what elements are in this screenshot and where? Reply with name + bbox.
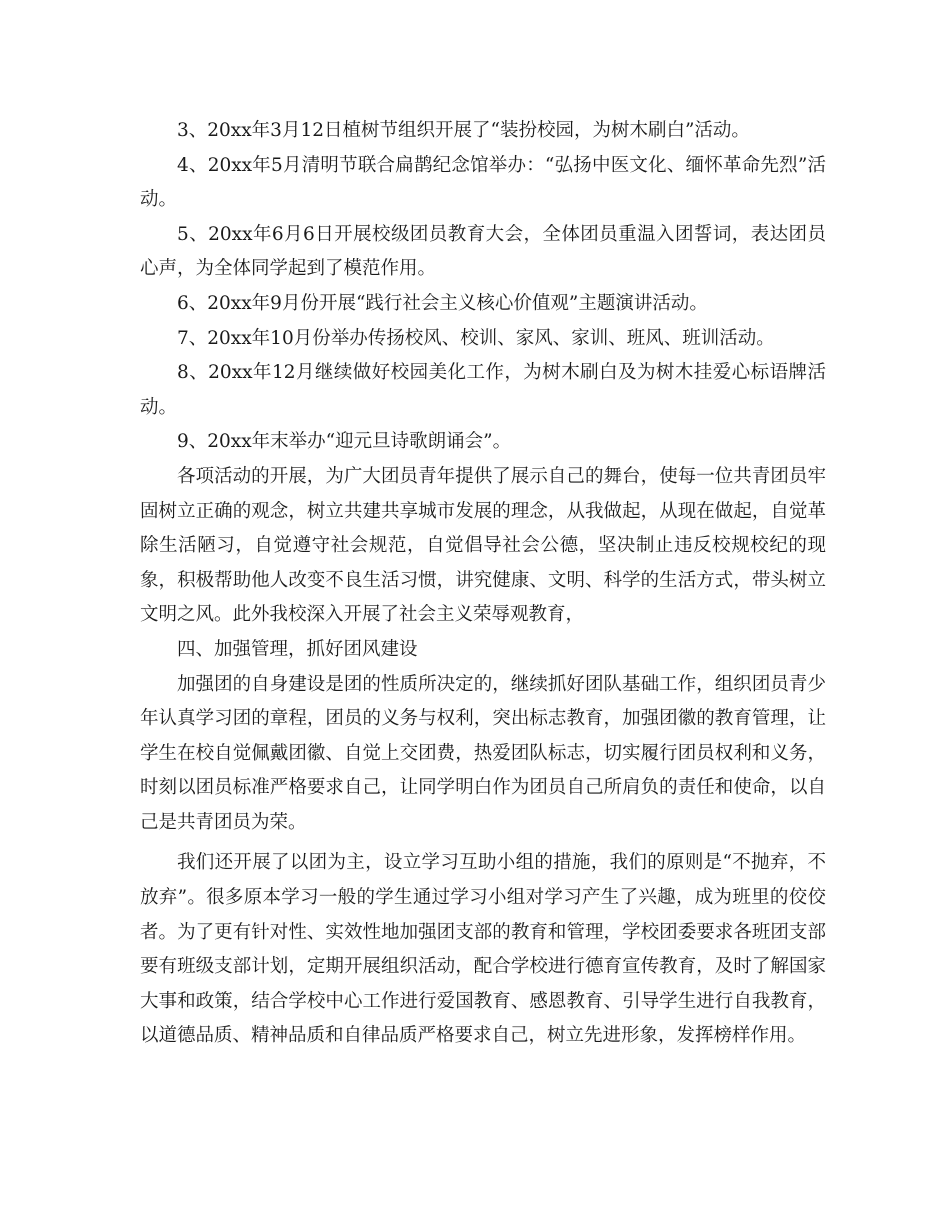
list-item-activity-4: 4、20xx年5月清明节联合扁鹊纪念馆举办：“弘扬中医文化、缅怀革命先烈”活动。 — [140, 154, 826, 211]
paragraph-activities-summary: 各项活动的开展，为广大团员青年提供了展示自己的舞台，使每一位共青团员牢固树立正确的观念，树立共建共享城市发展的理念，从我做起，从现在做起，自觉革除生活陋习，自觉遵守社会规范，自觉倡导社会公德，坚决制止违反校规校纪的现象，积极帮助他人改变不良生活习惯，讲究健康、文明、科学的生活方式，带头树立文明之风。此外我校深入开展了社会主义荣辱观教育， — [140, 465, 826, 626]
list-item-activity-5: 5、20xx年6月6日开展校级团员教育大会，全体团员重温入团誓词，表达团员心声，为全体同学起到了模范作用。 — [140, 223, 826, 280]
paragraph-study-groups: 我们还开展了以团为主，设立学习互助小组的措施，我们的原则是“不抛弃，不放弃”。很多原本学习一般的学生通过学习小组对学习产生了兴趣，成为班里的佼佼者。为了更有针对性、实效性地加强团支部的教育和管理，学校团委要求各班团支部要有班级支部计划，定期开展组织活动，配合学校进行德育宣传教育，及时了解国家大事和政策，结合学校中心工作进行爱国教育、感恩教育、引导学生进行自我教育，以道德品质、精神品质和自律品质严格要求自己，树立先进形象，发挥榜样作用。 — [140, 852, 826, 1047]
list-item-activity-8: 8、20xx年12月继续做好校园美化工作，为树木刷白及为树木挂爱心标语牌活动。 — [140, 362, 826, 418]
section-heading: 四、加强管理，抓好团风建设 — [177, 638, 418, 660]
list-item-activity-7: 7、20xx年10月份举办传扬校风、校训、家风、家训、班风、班训活动。 — [177, 327, 775, 349]
list-item-activity-6: 6、20xx年9月份开展“践行社会主义核心价值观”主题演讲活动。 — [177, 292, 708, 314]
list-item-activity-9: 9、20xx年末举办“迎元旦诗歌朗诵会”。 — [177, 431, 512, 453]
document-body — [140, 114, 826, 1054]
list-item-activity-3: 3、20xx年3月12日植树节组织开展了“装扮校园，为树木刷白”活动。 — [177, 120, 750, 141]
paragraph-management: 加强团的自身建设是团的性质所决定的，继续抓好团队基础工作，组织团员青少年认真学习团的章程，团员的义务与权利，突出标志教育，加强团徽的教育管理，让学生在校自觉佩戴团徽、自觉上交团费，热爱团队标志，切实履行团员权利和义务，时刻以团员标准严格要求自己，让同学明白作为团员自己所肩负的责任和使命，以自己是共青团员为荣。 — [140, 673, 826, 833]
